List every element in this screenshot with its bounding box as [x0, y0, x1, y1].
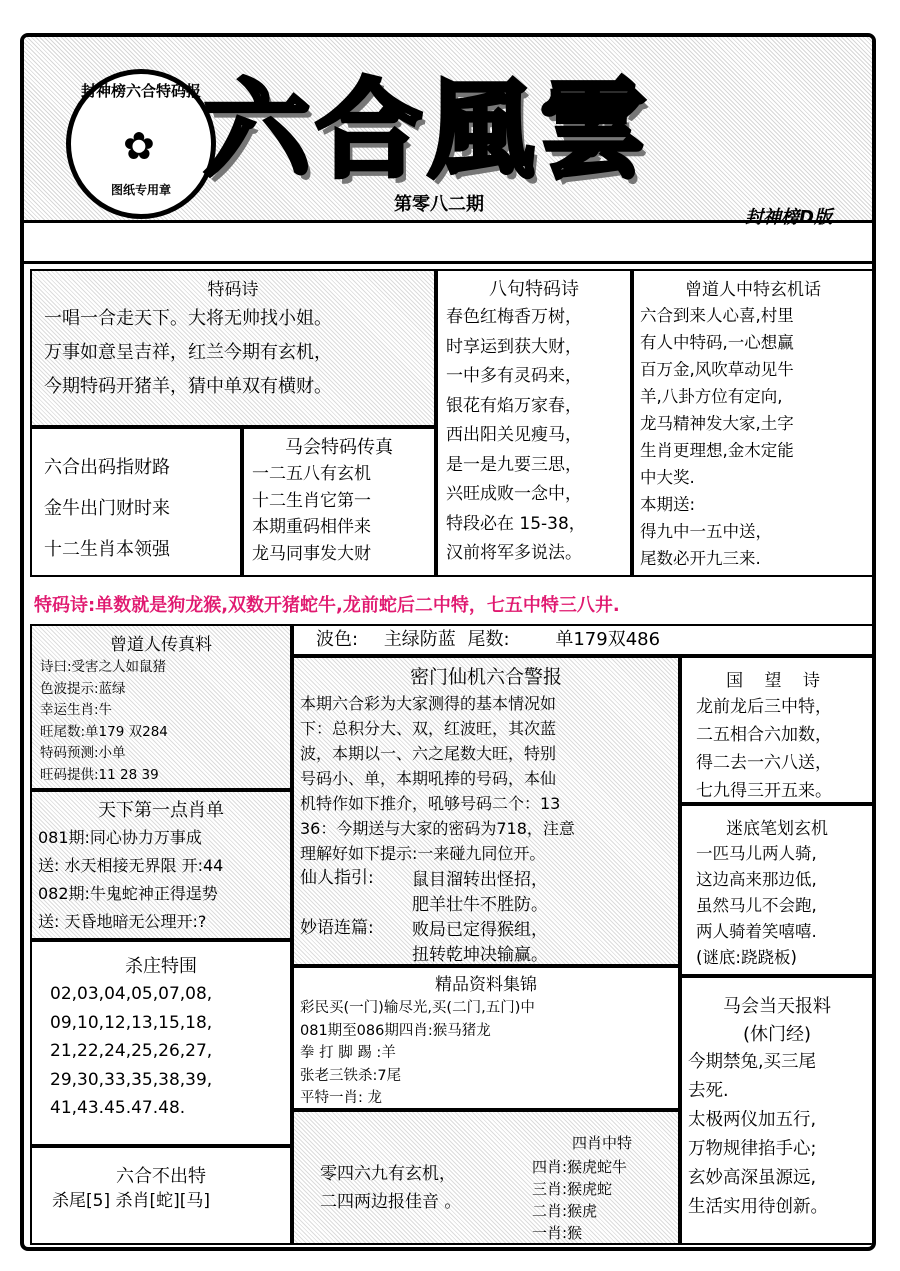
page-frame	[20, 33, 876, 1251]
mahui-line: 去死.	[688, 1081, 729, 1101]
eight-poem-line: 银花有焰万家春，	[446, 395, 582, 416]
wave-label: 波色:	[316, 629, 359, 650]
midi-line: 一匹马儿两人骑,	[696, 844, 817, 863]
buchu-line: 杀尾[5] 杀肖[蛇][马]	[52, 1191, 211, 1211]
zeng-line: 生肖更理想,金木定能	[640, 441, 794, 460]
guide-line: 鼠目溜转出怪招，	[412, 870, 548, 890]
poem-title: 特码诗	[207, 280, 259, 300]
bottom-box	[292, 1110, 680, 1245]
eight-poem-line: 时享运到获大财，	[446, 336, 582, 357]
mimen-line: 机特作如下推介，吼够号码二个：13	[300, 794, 561, 813]
midi-line: 虽然马儿不会跑,	[696, 896, 817, 915]
sixiao-line: 三肖:猴虎蛇	[532, 1180, 613, 1198]
guowang-box	[680, 656, 874, 804]
fax-line: 龙马同事发大财	[252, 543, 371, 564]
mahui-line: 太极两仪加五行,	[688, 1110, 817, 1130]
poem-line: 万事如意呈吉祥，红兰今期有玄机，	[44, 342, 332, 363]
zeng-line: 有人中特码,一心想赢	[640, 333, 794, 352]
page-title: 六合風雲	[204, 67, 652, 192]
zeng-fax-title: 曾道人传真料	[110, 635, 212, 655]
sixiao-line: 二肖:猴虎	[532, 1202, 598, 1220]
jingpin-title: 精品资料集锦	[435, 975, 537, 995]
tail-value: 单179双486	[555, 629, 661, 650]
midi-line: (谜底:跷跷板)	[696, 948, 797, 967]
shazhuang-box	[30, 940, 292, 1146]
tianxia-line: 送: 天昏地暗无公理开:?	[38, 912, 207, 931]
tail-label: 尾数:	[467, 629, 510, 650]
edition-label: 封神榜D版	[745, 207, 832, 228]
poem-line: 一唱一合走天下。大将无帅找小姐。	[44, 308, 332, 329]
tianxia-line: 送: 水天相接无界限 开:44	[38, 856, 224, 875]
tianxia-title: 天下第一点肖单	[98, 800, 224, 821]
midi-line: 这边高来那边低,	[696, 870, 817, 889]
wave-value: 主绿防蓝	[383, 629, 456, 650]
blank-strip	[24, 226, 872, 264]
zeng-fax-line: 幸运生肖:牛	[40, 702, 113, 718]
zeng-line: 本期送:	[640, 495, 696, 514]
mahui-line: 万物规律掐手心;	[688, 1139, 817, 1159]
poem2-line: 金牛出门财时来	[44, 498, 170, 519]
banner-text: 特码诗:单数就是狗龙猴,双数开猪蛇牛,龙前蛇后二中特，七五中特三八井.	[34, 595, 620, 616]
eight-poem-line: 汉前将军多说法。	[446, 543, 582, 563]
mimen-line: 本期六合彩为大家测得的基本情况如	[300, 694, 557, 713]
mimen-line: 号码小、单，本期吼捧的号码，本仙	[300, 769, 557, 788]
zeng-line: 百万金,风吹草动见牛	[640, 360, 794, 379]
tianxia-line: 081期:同心协力万事成	[38, 828, 202, 847]
poem-line: 今期特码开猪羊，猜中单双有横财。	[44, 376, 332, 397]
eight-poem-line: 一中多有灵码来，	[446, 366, 582, 386]
shazhuang-line: 41,43.45.47.48.	[50, 1098, 186, 1118]
mahui-box	[680, 976, 874, 1245]
tianxia-line: 082期:牛鬼蛇神正得逞势	[38, 884, 218, 903]
midi-title: 迷底笔划玄机	[726, 819, 828, 839]
zeng-fax-line: 色波提示:蓝绿	[40, 680, 126, 697]
eight-poem-title: 八句特码诗	[489, 279, 579, 300]
shazhuang-line: 21,22,24,25,26,27,	[50, 1041, 213, 1061]
bottom-line: 零四六九有玄机，	[320, 1164, 456, 1184]
mimen-line: 理解好如下提示:一来碰九同位开。	[300, 844, 546, 863]
seal-bottom-text: 图纸专用章	[110, 183, 171, 197]
wave-box	[292, 624, 874, 656]
wonder-line: 败局已定得猴组，	[412, 920, 548, 940]
zeng-title: 曾道人中特玄机话	[685, 280, 821, 300]
zeng-fax-box	[30, 624, 292, 790]
mimen-line: 下：总积分大、双，红波旺，其次蓝	[300, 719, 557, 738]
shazhuang-title: 杀庄特围	[125, 956, 197, 977]
mimen-line: 波，本期以一、六之尾数大旺，特别	[300, 744, 557, 763]
zeng-line: 得九中一五中送，	[640, 522, 772, 541]
zeng-fax-line: 旺码提供:11 28 39	[40, 766, 159, 783]
jingpin-line: 081期至086期四肖:猴马猪龙	[300, 1022, 491, 1039]
guide-line: 肥羊壮牛不胜防。	[412, 895, 548, 915]
wonder-label: 妙语连篇:	[300, 918, 374, 938]
jingpin-line: 平特一肖: 龙	[300, 1090, 382, 1106]
issue-number: 第零八二期	[394, 194, 484, 215]
guowang-line: 得二去一六八送，	[696, 753, 832, 773]
guowang-line: 二五相合六加数，	[696, 725, 832, 745]
eight-poem-line: 是一是九要三思，	[446, 454, 582, 475]
eight-poem-line: 兴旺成败一念中，	[446, 484, 582, 504]
guowang-line: 七九得三开五来。	[696, 781, 832, 801]
midi-box	[680, 804, 874, 976]
poem2-line: 六合出码指财路	[44, 457, 170, 478]
buchu-box	[30, 1146, 292, 1245]
zeng-line: 中大奖.	[640, 468, 695, 487]
zeng-line: 羊,八卦方位有定向,	[640, 387, 783, 406]
mimen-line: 36：今期送与大家的密码为718，注意	[300, 819, 575, 838]
tianxia-box	[30, 790, 292, 940]
mahui-line: 生活实用待创新。	[688, 1197, 828, 1217]
eight-poem-box	[436, 269, 632, 577]
fax-line: 一二五八有玄机	[252, 464, 371, 484]
midi-line: 两人骑着笑嘻嘻.	[696, 922, 817, 941]
header	[24, 37, 872, 228]
bauhinia-icon: ✿	[123, 124, 155, 168]
poem2-line: 十二生肖本领强	[44, 539, 170, 560]
mahui-line: 今期禁兔,买三尾	[688, 1052, 817, 1072]
zeng-line: 龙马精神发大家,土字	[640, 414, 794, 433]
buchu-title: 六合不出特	[116, 1166, 206, 1187]
jingpin-line: 拳 打 脚 踢 :羊	[300, 1045, 396, 1061]
mimen-title: 密门仙机六合警报	[409, 666, 562, 688]
sixiao-line: 一肖:猴	[532, 1224, 583, 1242]
fax-box	[242, 427, 436, 577]
fax-line: 十二生肖它第一	[252, 490, 371, 511]
shazhuang-line: 29,30,33,35,38,39,	[50, 1069, 213, 1090]
zeng-fax-line: 诗曰:受害之人如鼠猪	[40, 659, 167, 675]
zeng-line: 尾数必开九三来.	[640, 549, 761, 568]
poem2-box	[30, 427, 242, 577]
fax-title: 马会特码传真	[285, 437, 393, 458]
zeng-fax-line: 特码预测:小单	[40, 745, 126, 761]
jingpin-line: 彩民买(一门)输尽光,买(二门,五门)中	[300, 1000, 535, 1016]
bottom-line: 二四两边报佳音 。	[320, 1192, 462, 1212]
zeng-fax-line: 旺尾数:单179 双284	[40, 723, 168, 740]
shazhuang-line: 02,03,04,05,07,08,	[50, 984, 213, 1004]
seal-top-text: 封神榜六合特码报	[80, 82, 201, 100]
mahui-subtitle: (休门经)	[742, 1024, 812, 1045]
zeng-box	[632, 269, 874, 577]
eight-poem-line: 西出阳关见瘦马，	[446, 425, 582, 445]
guowang-title: 国 望 诗	[726, 671, 828, 691]
jingpin-line: 张老三铁杀:7尾	[300, 1067, 402, 1084]
guowang-line: 龙前龙后三中特，	[696, 697, 832, 717]
sixiao-title: 四肖中特	[572, 1134, 633, 1152]
jingpin-box	[292, 966, 680, 1110]
guide-label: 仙人指引:	[300, 868, 374, 888]
wonder-line: 扭转乾坤决输赢。	[412, 945, 548, 965]
mahui-title: 马会当天报料	[723, 996, 831, 1017]
poem-box	[30, 269, 436, 427]
zeng-line: 六合到来人心喜,村里	[640, 306, 794, 325]
shazhuang-line: 09,10,12,13,15,18,	[50, 1012, 213, 1033]
mahui-line: 玄妙高深虽源远,	[688, 1168, 817, 1188]
eight-poem-line: 春色红梅香万树，	[446, 307, 582, 327]
sixiao-line: 四肖:猴虎蛇牛	[532, 1158, 628, 1176]
seal-stamp	[66, 69, 216, 219]
eight-poem-line: 特段必在 15-38，	[446, 513, 586, 534]
mimen-box	[292, 656, 680, 966]
fax-line: 本期重码相伴来	[252, 517, 371, 537]
